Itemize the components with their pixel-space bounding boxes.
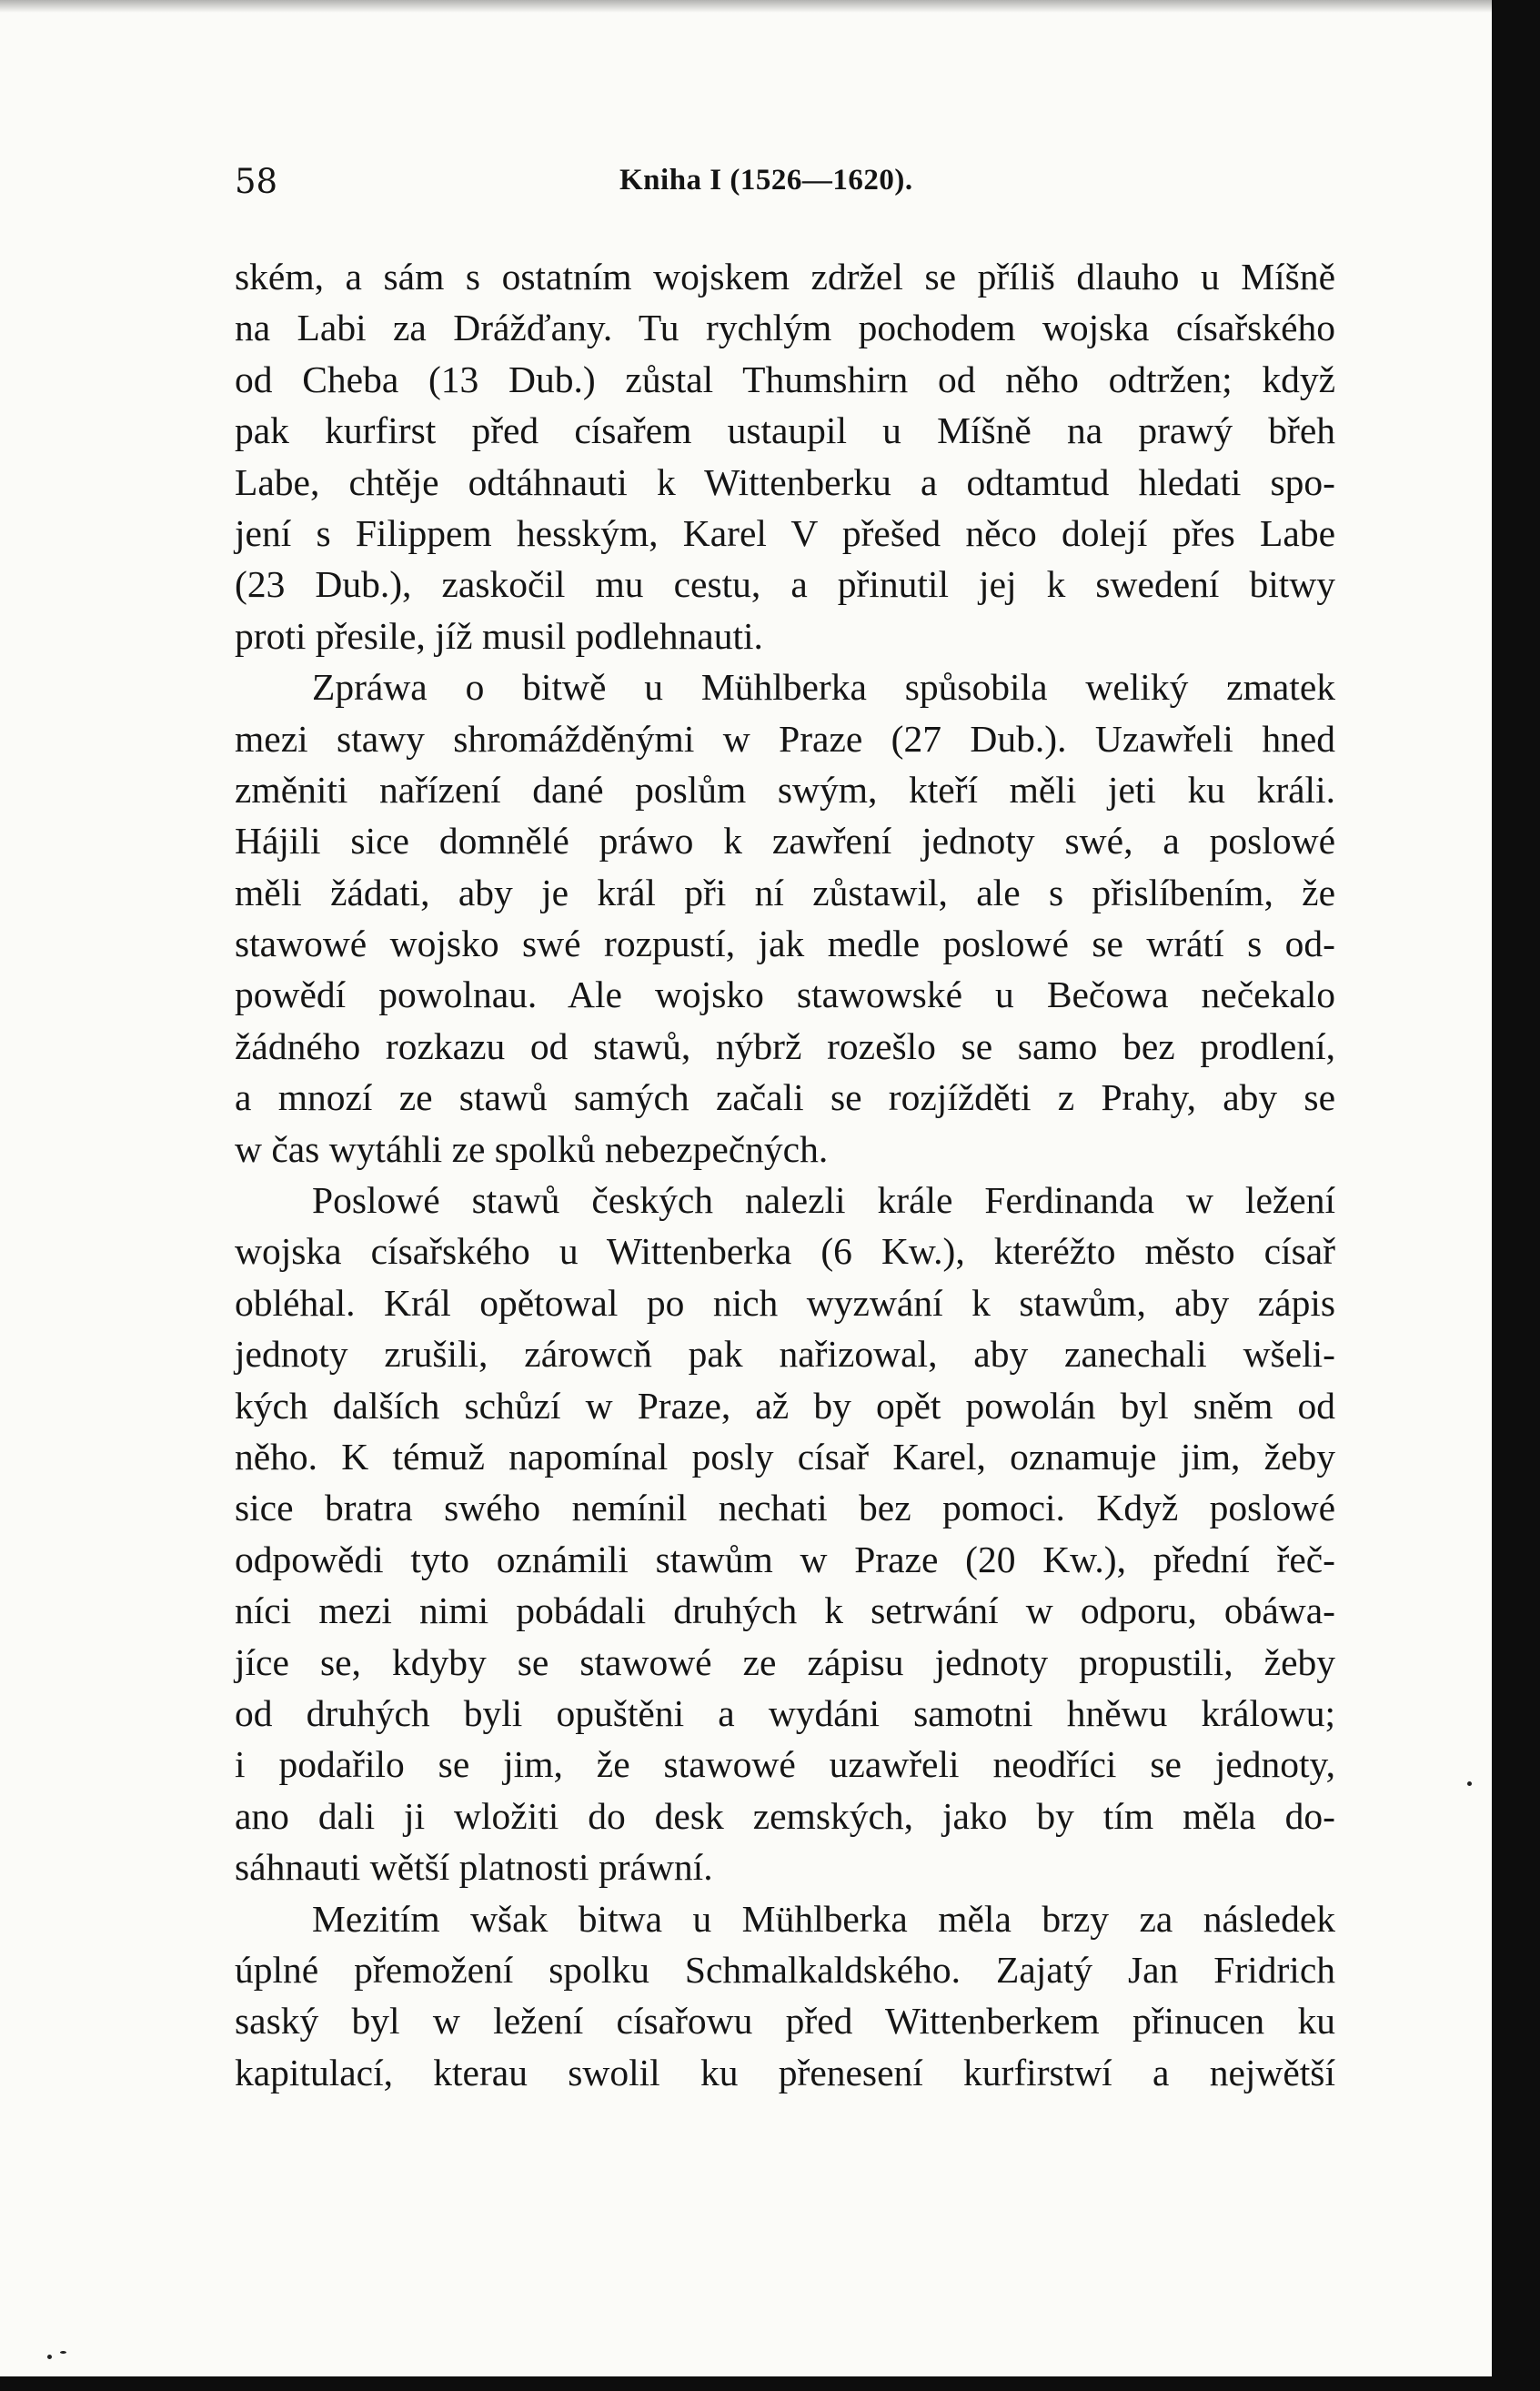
text-line: jednoty zrušili, zárowcň pak nařizowal, aby zanechali wšeli- [235, 1333, 1335, 1376]
scan-border-right [1492, 0, 1540, 2391]
text-line: měli žádati, aby je král při ní zůstawil, ale s přislíbením, že [235, 871, 1335, 913]
text-line: níci mezi nimi pobádali druhých k setrwání w odporu, obáwa- [235, 1589, 1335, 1632]
text-line: saský byl w ležení císařowu před Wittenberkem přinucen ku [235, 2000, 1335, 2043]
text-line: w čas wytáhli ze spolků nebezpečných. [235, 1127, 829, 1170]
text-line: Labe, chtěje odtáhnauti k Wittenberku a odtamtud hledati spo- [235, 460, 1335, 503]
text-line: kých dalších schůzí w Praze, až by opět powolán byl sněm od [235, 1384, 1335, 1427]
text-line: obléhal. Král opětowal po nich wyzwání k stawům, aby zápis [235, 1281, 1335, 1324]
text-line: od Cheba (13 Dub.) zůstal Thumshirn od něho odtržen; když [235, 358, 1335, 400]
text-line: (23 Dub.), zaskočil mu cestu, a přinutil jej k swedení bitwy [235, 563, 1335, 606]
text-line: powědí powolnau. Ale wojsko stawowské u Bečowa nečekalo [235, 974, 1335, 1016]
text-line: pak kurfirst před císařem ustaupil u Míšně na prawý břeh [235, 409, 1335, 452]
text-line: Poslowé stawů českých nalezli krále Ferdinanda w ležení [312, 1179, 1335, 1222]
text-line: sáhnauti wětší platnosti práwní. [235, 1846, 713, 1889]
text-line: stawowé wojsko swé rozpustí, jak medle poslowé se wrátí s od- [235, 923, 1335, 965]
text-line: jíce se, kdyby se stawowé ze zápisu jednoty propustili, žeby [235, 1640, 1335, 1683]
text-line: na Labi za Drážďany. Tu rychlým pochodem wojska císařského [235, 307, 1335, 349]
text-line: wojska císařského u Wittenberka (6 Kw.), kteréžto město císař [235, 1230, 1335, 1273]
print-speck [60, 2351, 66, 2354]
text-line: kapitulací, kterau swolil ku přenesení kurfirstwí a nejwětší [235, 2051, 1335, 2093]
text-line: sice bratra swého nemínil nechati bez pomoci. Když poslowé [235, 1487, 1335, 1529]
text-line: Hájili sice domnělé práwo k zawření jednoty swé, a poslowé [235, 820, 1335, 863]
body-text [235, 251, 1335, 2098]
text-line: jení s Filippem hesským, Karel V přešed něco dolejí přes Labe [235, 511, 1335, 554]
text-line: odpowědi tyto oznámili stawům w Praze (20 Kw.), přední řeč- [235, 1538, 1335, 1580]
scan-border-bottom [0, 2376, 1540, 2391]
text-line: něho. K témuž napomínal posly císař Karel, oznamuje jim, žeby [235, 1435, 1335, 1478]
page-top-shadow [0, 0, 1492, 13]
page-header [235, 162, 1335, 207]
print-speck [47, 2355, 52, 2359]
text-line: úplné přemožení spolku Schmalkaldského. Zajatý Jan Fridrich [235, 1948, 1335, 1991]
text-line: i podařilo se jim, že stawowé uzawřeli neodříci se jednoty, [235, 1743, 1335, 1786]
text-line: od druhých byli opuštěni a wydáni samotni hněwu králowu; [235, 1691, 1335, 1734]
text-line: ano dali ji wložiti do desk zemských, jako by tím měla do- [235, 1794, 1335, 1837]
running-head: Kniha I (1526—1620). [619, 164, 913, 197]
text-line: a mnozí ze stawů samých začali se rozjížděti z Prahy, aby se [235, 1076, 1335, 1119]
text-line: žádného rozkazu od stawů, nýbrž rozešlo se samo bez prodlení, [235, 1024, 1335, 1067]
text-line: mezi stawy shromážděnými w Praze (27 Dub.). Uzawřeli hned [235, 717, 1335, 760]
print-speck [1467, 1781, 1472, 1786]
text-line: proti přesile, jíž musil podlehnauti. [235, 614, 763, 657]
text-line: Zpráwa o bitwě u Mühlberka spůsobila weliký zmatek [312, 666, 1335, 709]
text-line: ském, a sám s ostatním wojskem zdržel se příliš dlauho u Míšně [235, 256, 1335, 298]
page-number: 58 [235, 162, 278, 201]
text-line: Mezitím wšak bitwa u Mühlberka měla brzy za následek [312, 1897, 1335, 1940]
text-line: změniti nařízení dané poslům swým, kteří měli jeti ku králi. [235, 768, 1335, 811]
